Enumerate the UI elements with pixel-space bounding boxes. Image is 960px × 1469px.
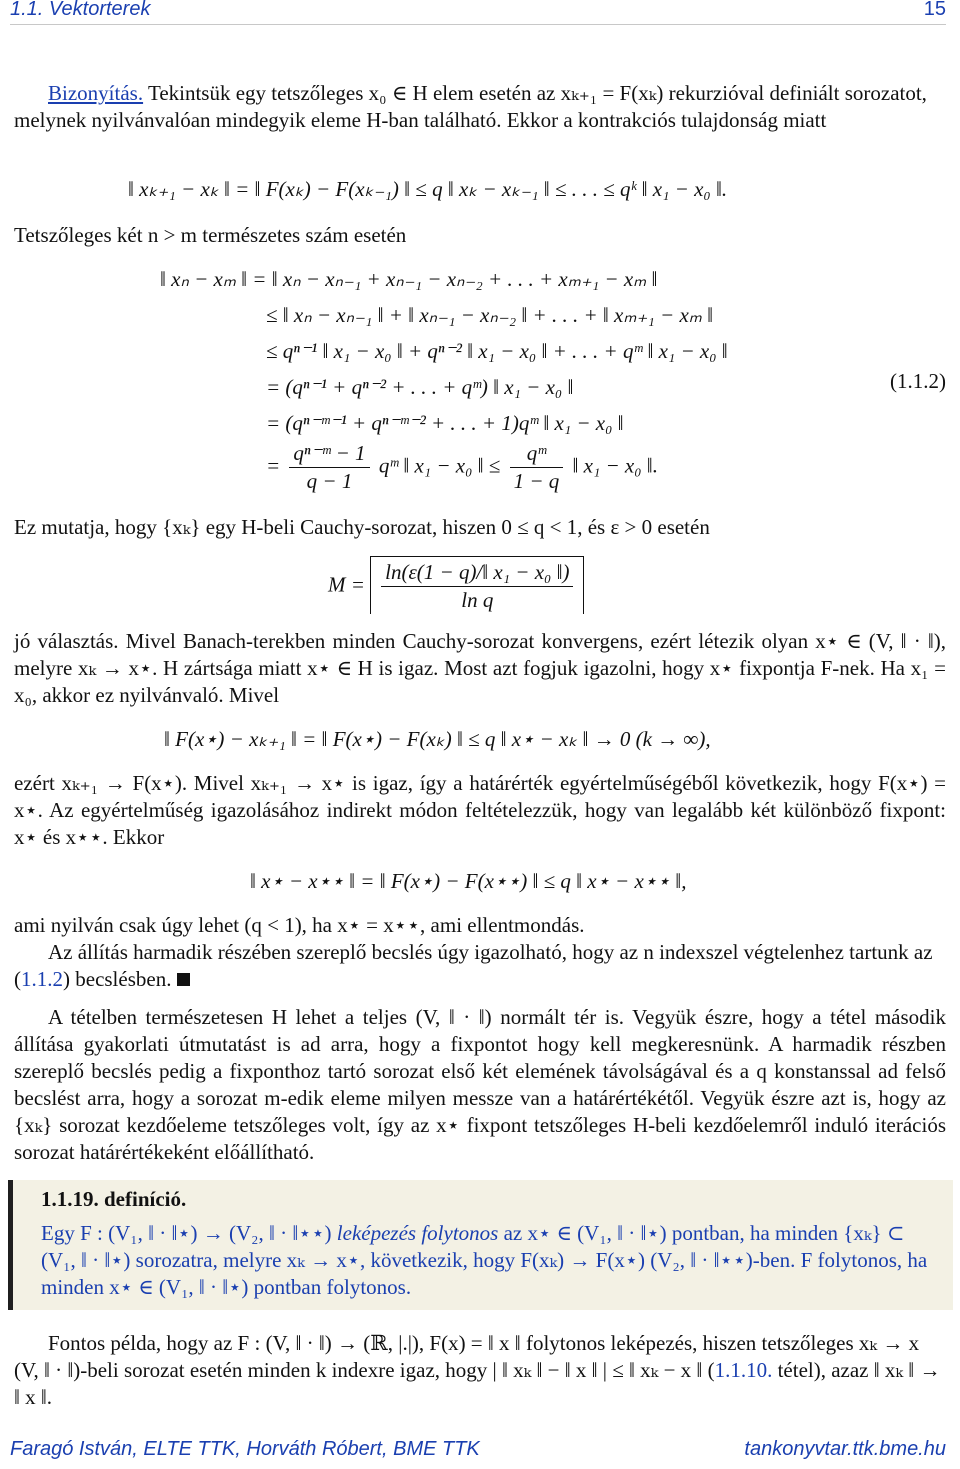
equation-M — [328, 556, 584, 614]
definition-body — [41, 1220, 943, 1301]
equation-reference-link[interactable]: 1.1.2 — [21, 967, 63, 991]
page-header — [10, 0, 946, 26]
eq-middle: qᵐ ‖ x₁ − x₀ ‖ ≤ — [378, 453, 501, 478]
eq-line-2: ≤ ‖ xₙ − xₙ₋₁ ‖ + ‖ xₙ₋₁ − xₙ₋₂ ‖ + . . . + ‖ xₘ₊₁ − xₘ ‖ — [266, 303, 714, 327]
M-lhs: M = — [328, 572, 365, 597]
fraction-2-numerator: qᵐ — [510, 440, 564, 468]
footer-authors: Faragó István, ELTE TTK, Horváth Róbert, BME TTK — [10, 1438, 480, 1460]
definition-title: 1.1.19. definíció. — [41, 1187, 187, 1211]
proof-label[interactable]: Bizonyítás. — [48, 81, 144, 105]
M-denominator: ln q — [461, 588, 494, 612]
eq-line-4: = (qⁿ⁻¹ + qⁿ⁻² + . . . + qᵐ) ‖ x₁ − x₀ ‖ — [266, 375, 574, 399]
proof-intro — [14, 80, 946, 134]
eq-equals: = — [266, 453, 281, 478]
definition-text-b: az x⋆ ∈ (V₁, ‖ · ‖⋆) pontban, ha minden {xₖ} ⊂ (V₁, ‖ · ‖⋆) sorozatra, melyre xₖ → x⋆, következik, hogy F(xₖ) → F(x⋆) (V₂, ‖ · ‖⋆⋆)-ben. F folytonos, ha minden x⋆ ∈ (V₁, ‖ · ‖⋆) pontban folytonos. — [41, 1221, 928, 1299]
para-contradiction: ami nyilván csak úgy lehet (q < 1), ha x⋆ = x⋆⋆, ami ellentmondás. — [14, 913, 585, 937]
page-number: 15 — [923, 0, 946, 20]
header-rule — [10, 24, 946, 25]
eq-line-3: ≤ qⁿ⁻¹ ‖ x₁ − x₀ ‖ + qⁿ⁻² ‖ x₁ − x₀ ‖ + . . . + qᵐ ‖ x₁ − x₀ ‖ — [266, 339, 728, 363]
equation-contradiction: ‖ x⋆ − x⋆⋆ ‖ = ‖ F(x⋆) − F(x⋆⋆) ‖ ≤ q ‖ x⋆ − x⋆⋆ ‖, — [250, 869, 687, 893]
fraction-1-numerator: qⁿ⁻ᵐ − 1 — [289, 440, 369, 468]
theorem-reference-link[interactable]: 1.1.10. — [714, 1358, 773, 1382]
para-intro2: Tetszőleges két n > m természetes szám esetén — [14, 223, 407, 247]
M-fraction — [381, 559, 573, 614]
fraction-2 — [510, 440, 564, 495]
eq-line-6 — [266, 440, 658, 495]
section-title: 1.1. Vektorterek — [10, 0, 151, 20]
equation-fixpoint: ‖ F(x⋆) − xₖ₊₁ ‖ = ‖ F(x⋆) − F(xₖ) ‖ ≤ q ‖ x⋆ − xₖ ‖ → 0 (k → ∞), — [164, 727, 711, 751]
eq-line-1: ‖ xₙ − xₘ ‖ = ‖ xₙ − xₙ₋₁ + xₙ₋₁ − xₙ₋₂ + . . . + xₘ₊₁ − xₘ ‖ — [160, 267, 658, 291]
proof-text: Tekintsük egy tetszőleges x₀ ∈ H elem esetén az xₖ₊₁ = F(xₖ) rekurzióval definiált sorozatot, melynek nyilvánvalóan mindegyik eleme H-ban található. Ekkor a kontrakciós tulajdonság miatt — [14, 81, 927, 132]
para-estimate — [14, 939, 946, 993]
fraction-1 — [289, 440, 369, 495]
eq-line-5: = (qⁿ⁻ᵐ⁻¹ + qⁿ⁻ᵐ⁻² + . . . + 1)qᵐ ‖ x₁ − x₀ ‖ — [266, 411, 624, 435]
definition-term: leképezés folytonos — [336, 1221, 499, 1245]
para-estimate-end: ) becslésben. — [63, 967, 172, 991]
para-example-text: Fontos példa, hogy az F : (V, ‖ · ‖) → (ℝ, |.|), F(x) = ‖ x ‖ folytonos leképezés, hiszen tetszőleges xₖ → x (V, ‖ · ‖)-beli sorozat esetén minden k indexre igaz, hogy | ‖ xₖ ‖ − ‖ x ‖ | ≤ ‖ xₖ − x ‖ ( — [14, 1331, 920, 1382]
ceiling-bracket — [370, 556, 584, 614]
para-remarks: A tételben természetesen H lehet a teljes (V, ‖ · ‖) normált tér is. Vegyük észre, hogy a tétel második állítása gyakorlati útmutatást is ad arra, hogy a fixpontot hogy kell megkeresnünk. A harmadik részben szereplő becslés pedig a fixponthoz tartó sorozat első két elemének távolságával és a q konstanssal ad felső becslést arra, hogy a sorozat m-edik eleme milyen messze van a határértékétől. Vegyük észre azt is, hogy az {xₖ} sorozat kezdőeleme tetszőleges volt, így az x⋆ fixpont tetszőleges H-beli kezdőelemről induló iterációs sorozat határértékeként előállítható. — [14, 1005, 946, 1164]
para-cauchy: Ez mutatja, hogy {xₖ} egy H-beli Cauchy-sorozat, hiszen 0 ≤ q < 1, és ε > 0 esetén — [14, 515, 710, 539]
fraction-2-denominator: 1 − q — [513, 469, 560, 493]
para-uniqueness: ezért xₖ₊₁ → F(x⋆). Mivel xₖ₊₁ → x⋆ is igaz, így a határérték egyértelműségéből következik, hogy F(x⋆) = x⋆. Az egyértelműség igazolásához indirekt módon feltételezzük, hogy van legalább két különböző fixpont: x⋆ és x⋆⋆. Ekkor — [14, 771, 946, 849]
equation-number: (1.1.2) — [890, 369, 946, 393]
para-example — [14, 1330, 946, 1411]
para-example-end: tétel), azaz ‖ xₖ ‖ → ‖ x ‖. — [14, 1358, 941, 1409]
footer-url-link[interactable]: tankonyvtar.ttk.bme.hu — [744, 1438, 946, 1460]
equation-contraction: ‖ xₖ₊₁ − xₖ ‖ = ‖ F(xₖ) − F(xₖ₋₁) ‖ ≤ q ‖ xₖ − xₖ₋₁ ‖ ≤ . . . ≤ qᵏ ‖ x₁ − x₀ ‖. — [128, 177, 728, 201]
M-numerator: ln(ε(1 − q)/‖ x₁ − x₀ ‖) — [381, 559, 573, 587]
para-estimate-text: Az állítás harmadik részében szereplő becslés úgy igazolható, hogy az n indexszel végtelenhez tartunk az ( — [14, 940, 933, 991]
eq-end: ‖ x₁ − x₀ ‖. — [572, 453, 658, 478]
para-banach: jó választás. Mivel Banach-terekben minden Cauchy-sorozat konvergens, ezért létezik olyan x⋆ ∈ (V, ‖ · ‖), melyre xₖ → x⋆. H zártsága miatt x⋆ ∈ H is igaz. Most azt fogjuk igazolni, hogy x⋆ fixpontja F-nek. Ha x₁ = x₀, akkor ez nyilvánvaló. Mivel — [14, 629, 946, 707]
qed-square-icon — [177, 973, 190, 986]
definition-box — [8, 1180, 953, 1310]
definition-text-a: Egy F : (V₁, ‖ · ‖⋆) → (V₂, ‖ · ‖⋆⋆) — [41, 1221, 337, 1245]
fraction-1-denominator: q − 1 — [306, 469, 353, 493]
page-footer — [10, 1436, 946, 1466]
